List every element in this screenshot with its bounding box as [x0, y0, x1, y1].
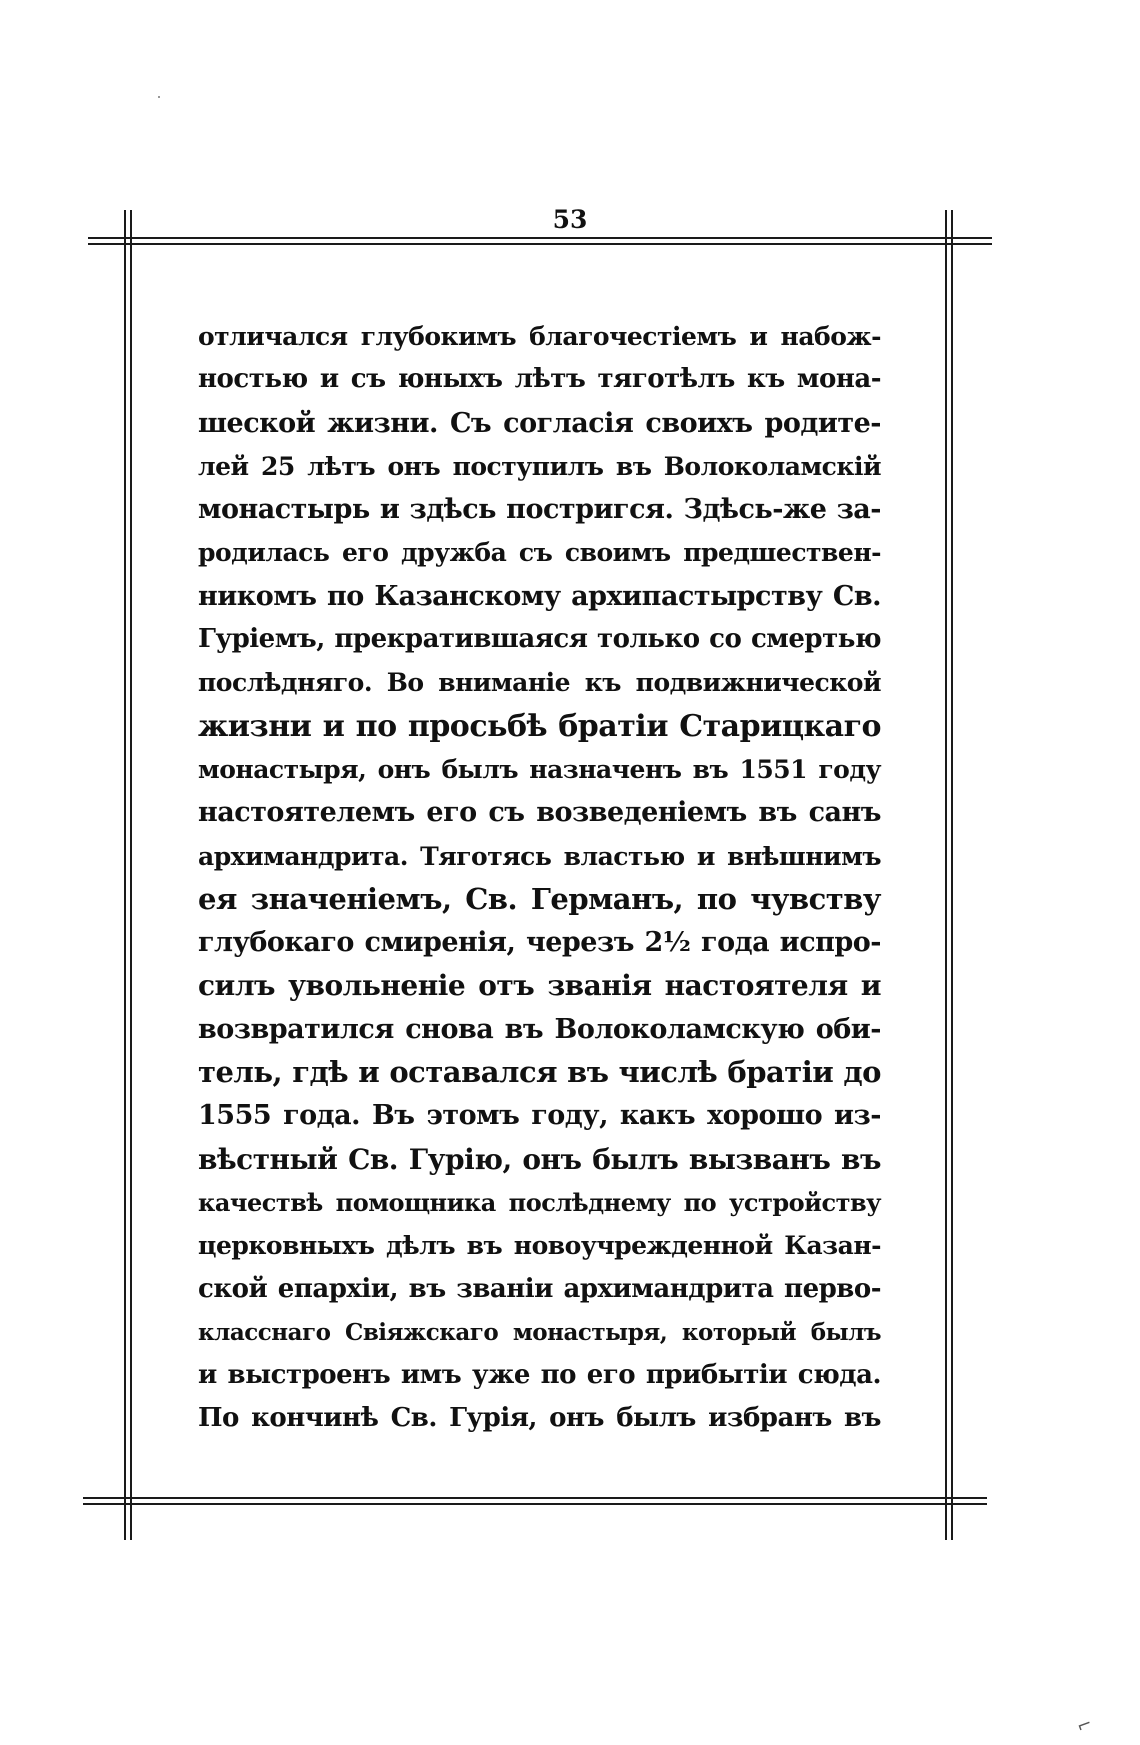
text-line: настоятелемъ его съ возведеніемъ въ санъ	[198, 797, 881, 829]
text-line: отличался глубокимъ благочестіемъ и набож-	[198, 322, 881, 351]
text-line: и выстроенъ имъ уже по его прибытіи сюда.	[198, 1360, 881, 1391]
text-line: ея значеніемъ, Св. Германъ, по чувству	[198, 881, 881, 916]
text-line: класснаго Свіяжскаго монастыря, который былъ	[198, 1318, 881, 1346]
paper-speck	[158, 96, 160, 98]
text-line: послѣдняго. Во вниманіе къ подвижнической	[198, 668, 881, 698]
pencil-mark: ⌐	[1073, 1713, 1096, 1738]
page-number: 53	[552, 205, 588, 234]
text-line: вѣстный Св. Гурію, онъ былъ вызванъ въ	[198, 1142, 881, 1176]
text-line: глубокаго смиренія, черезъ 2½ года испро-	[198, 927, 881, 959]
frame-right-rule-outer	[945, 210, 947, 1540]
frame-bottom-rule-outer	[83, 1497, 987, 1499]
text-line: архимандрита. Тяготясь властью и внѣшнимъ	[198, 841, 881, 871]
text-line: ностью и съ юныхъ лѣтъ тяготѣлъ къ мона-	[198, 364, 881, 395]
frame-top-rule-inner	[88, 243, 992, 245]
text-line: церковныхъ дѣлъ въ новоучрежденной Казан-	[198, 1231, 881, 1261]
text-line: лей 25 лѣтъ онъ поступилъ въ Волоколамскій	[198, 451, 881, 481]
text-line: жизни и по просьбѣ братіи Старицкаго	[198, 708, 881, 744]
text-line: монастыря, онъ былъ назначенъ въ 1551 году	[198, 754, 881, 784]
frame-top-rule-outer	[88, 237, 992, 239]
text-line: силъ увольненіе отъ званія настоятеля и	[198, 969, 881, 1003]
frame-left-rule-outer	[124, 210, 126, 1540]
text-line: родилась его дружба съ своимъ предшествен-	[198, 538, 881, 568]
text-line: Гуріемъ, прекратившаяся только со смертью	[198, 624, 881, 655]
text-line: 1555 года. Въ этомъ году, какъ хорошо из-	[198, 1100, 881, 1132]
frame-right-rule-inner	[951, 210, 953, 1540]
frame-bottom-rule-inner	[83, 1503, 987, 1505]
text-line: тель, гдѣ и оставался въ числѣ братіи до	[198, 1055, 881, 1090]
text-line: ской епархіи, въ званіи архимандрита перво-	[198, 1273, 881, 1304]
frame-left-rule-inner	[130, 210, 132, 1540]
text-line: никомъ по Казанскому архипастырству Св.	[198, 580, 881, 612]
text-line: монастырь и здѣсь постригся. Здѣсь-же за-	[198, 494, 881, 526]
text-line: качествѣ помощника послѣднему по устройству	[198, 1187, 881, 1217]
text-line: шеской жизни. Съ согласія своихъ родите-	[198, 407, 881, 439]
body-text	[198, 315, 881, 1441]
text-line: По кончинѣ Св. Гурія, онъ былъ избранъ въ	[198, 1403, 881, 1434]
text-line: возвратился снова въ Волоколамскую оби-	[198, 1013, 881, 1045]
